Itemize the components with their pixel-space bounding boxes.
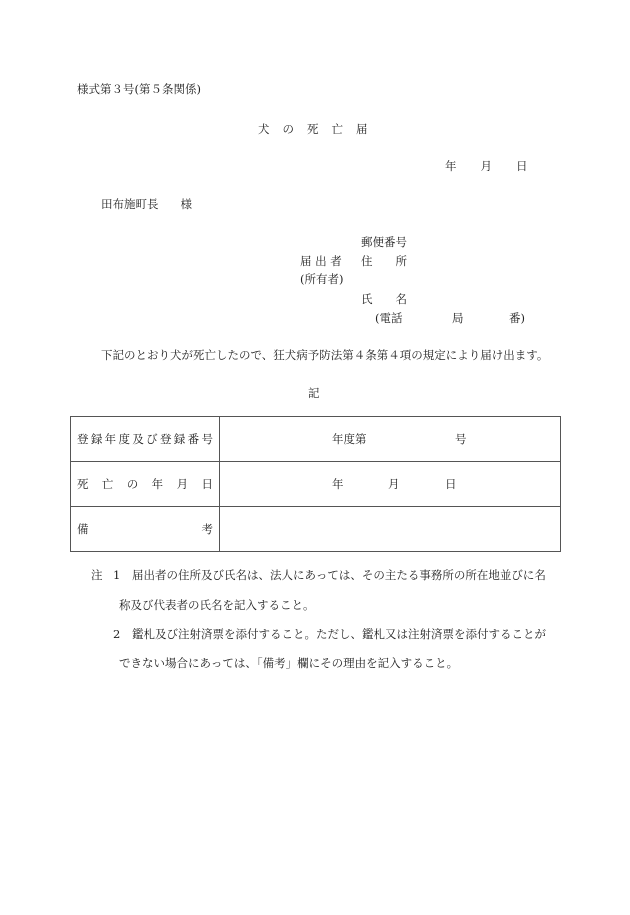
- date-line: [445, 161, 528, 173]
- title-char: 犬: [258, 122, 270, 136]
- phone-row: [375, 313, 525, 325]
- statement: 下記のとおり犬が死亡したので、狂犬病予防法第４条第４項の規定により届け出ます。: [101, 348, 549, 362]
- table-row: [71, 507, 561, 552]
- title-char: 死: [307, 122, 319, 136]
- table-row: [71, 417, 561, 462]
- applicant-row: [300, 256, 407, 268]
- title-char: の: [282, 122, 294, 136]
- label-char: 年: [151, 477, 164, 491]
- label-char: 考: [201, 522, 213, 536]
- record-table: [70, 416, 561, 552]
- name-label: 氏 名: [361, 292, 407, 306]
- label-char: 登: [159, 432, 172, 446]
- fiscal-year-label: 年度第: [332, 432, 367, 446]
- postal-code-label: 郵便番号: [361, 235, 407, 249]
- addressee: [101, 199, 192, 211]
- label-char: 度: [118, 432, 130, 446]
- month-label: 月: [388, 477, 400, 491]
- addressee-name: 田布施町長: [101, 197, 159, 211]
- label-char: 日: [201, 477, 213, 491]
- owner-note: (所有者): [300, 272, 344, 286]
- label-char: 及: [132, 432, 144, 446]
- label-registration: [71, 417, 220, 462]
- ki-heading: 記: [308, 386, 320, 400]
- label-char: 録: [90, 432, 103, 446]
- label-char: 号: [201, 432, 213, 446]
- label-char: 登: [77, 432, 89, 446]
- applicant-label: 届 出 者: [300, 254, 342, 268]
- note-text: 鑑札及び注射済票を添付すること。ただし、鑑札又は注射済票を添付することが: [132, 627, 546, 641]
- document-title: [258, 124, 381, 136]
- note-text: できない場合にあっては、「備考」欄にその理由を記入すること。: [119, 656, 459, 670]
- table-row: [71, 462, 561, 507]
- year-label: 年: [332, 477, 344, 491]
- form-number: 様式第３号(第５条関係): [77, 82, 201, 96]
- address-label: 住 所: [361, 254, 407, 268]
- date-month: 月: [480, 159, 492, 173]
- date-day: 日: [516, 159, 528, 173]
- value-death-date[interactable]: [220, 462, 561, 507]
- note-text: 称及び代表者の氏名を記入すること。: [119, 598, 315, 612]
- label-char: 亡: [101, 477, 114, 491]
- label-death-date: [71, 462, 220, 507]
- label-char: 月: [176, 477, 189, 491]
- notes-prefix: 注: [91, 568, 103, 582]
- label-remarks: [71, 507, 220, 552]
- phone-open: (電話: [375, 311, 403, 325]
- date-year: 年: [445, 159, 457, 173]
- value-registration[interactable]: [220, 417, 561, 462]
- title-char: 亡: [331, 122, 343, 136]
- phone-station: 局: [452, 311, 464, 325]
- label-char: 死: [77, 477, 89, 491]
- note-number: 2: [113, 627, 121, 641]
- day-label: 日: [445, 477, 457, 491]
- label-char: 番: [187, 432, 200, 446]
- phone-number-close: 番): [509, 311, 525, 325]
- label-char: 録: [173, 432, 186, 446]
- addressee-honorific: 様: [180, 197, 192, 211]
- value-remarks[interactable]: [220, 507, 561, 552]
- note-number: 1: [113, 568, 121, 582]
- label-char: の: [126, 477, 139, 491]
- label-char: 年: [104, 432, 117, 446]
- number-label: 号: [455, 432, 467, 446]
- note-text: 届出者の住所及び氏名は、法人にあっては、その主たる事務所の所在地並びに名: [132, 568, 546, 582]
- label-char: 備: [77, 522, 89, 536]
- title-char: 届: [356, 122, 368, 136]
- label-char: び: [146, 432, 158, 446]
